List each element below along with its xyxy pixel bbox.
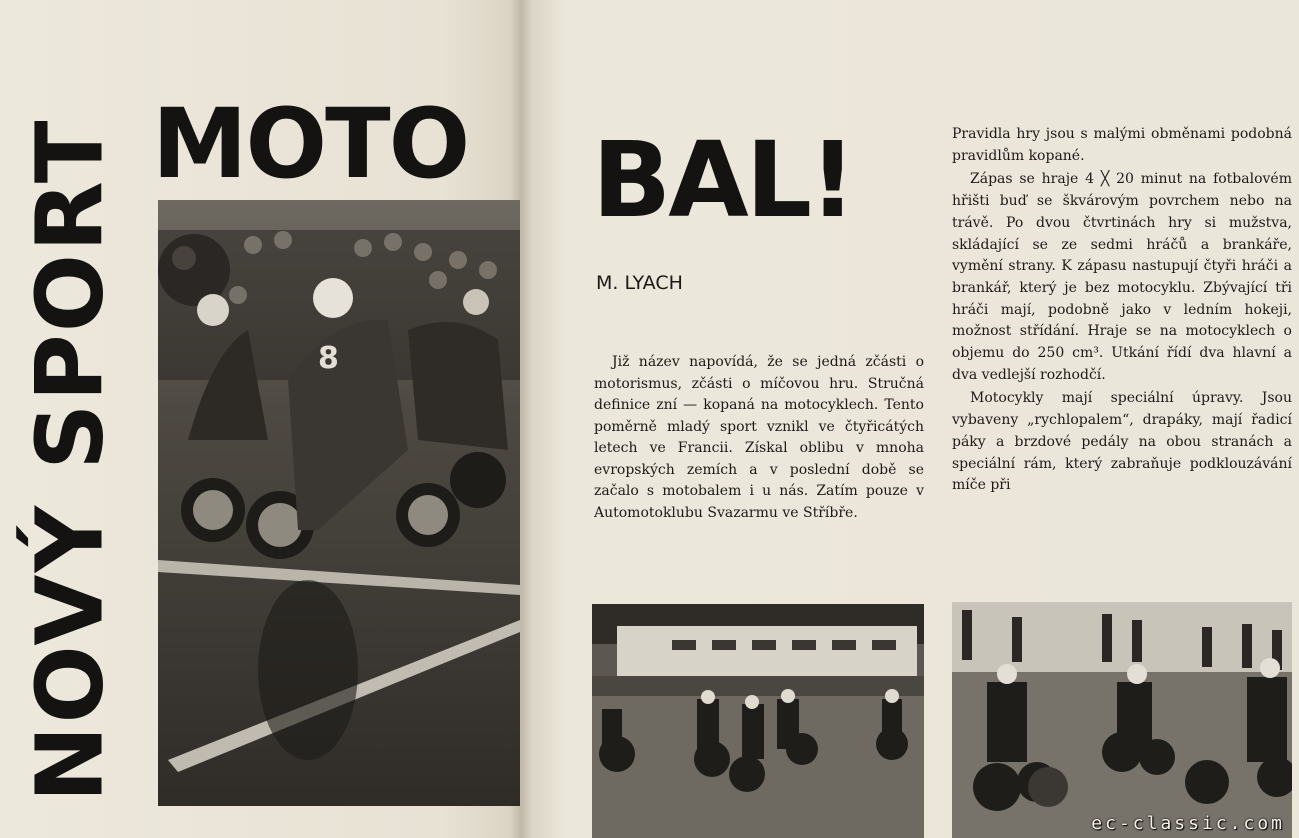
intro-paragraph: Již název napovídá, že se jedná zčásti o motorismus, zčásti o míčovou hru. Stručná definice zní — kopaná na motocyklech. Tento poměrně mladý sport vznikl ve čtyřicátých letech ve Francii. Získal oblibu v mnoha evropských zemích a v poslední době se začalo s motobalem i u nás. Zatím pouze v Automotoklubu Svazarmu ve Stříbře. [594, 354, 924, 521]
author-byline: M. LYACH [596, 272, 683, 294]
headline-moto: MOTO [152, 88, 469, 200]
rules-paragraph: Pravidla hry jsou s malými obměnami podobná pravidlům kopané. [952, 126, 1292, 164]
main-photo [158, 200, 520, 806]
vertical-title-text: NOVÝ SPORT [16, 118, 124, 802]
match-paragraph: Zápas se hraje 4 ╳ 20 minut na fotbalovém hřišti buď se škvárovým povrchem nebo na trávě. Po dvou čtvrtinách hry si mužstva, skládající se ze sedmi hráčů a brankáře, vymění strany. K zápasu nastupují čtyři hráči a brankář, který je bez motocyklu. Zbývající tři hráči mají, podobně jako v ledním hokeji, možnost střídání. Hraje se na motocyklech o objemu do 250 cm³. Utkání řídí dva hlavní a dva vedlejší rozhodčí. [952, 171, 1292, 383]
article-column-2 [952, 124, 1292, 499]
vertical-title [16, 110, 124, 810]
bottom-photo-1 [592, 604, 924, 838]
watermark: ec-classic.com [1091, 813, 1285, 834]
motorcycles-paragraph: Motocykly mají speciální úpravy. Jsou vybaveny „rychlopalem“, drapáky, mají řadicí páky a brzdové pedály na obou stranách a speciální rám, který zabraňuje podklouzávání míče při [952, 390, 1292, 494]
jersey-number: 8 [318, 341, 339, 376]
headline-bal: BAL! [592, 119, 854, 241]
bottom-photo-2 [952, 602, 1292, 838]
